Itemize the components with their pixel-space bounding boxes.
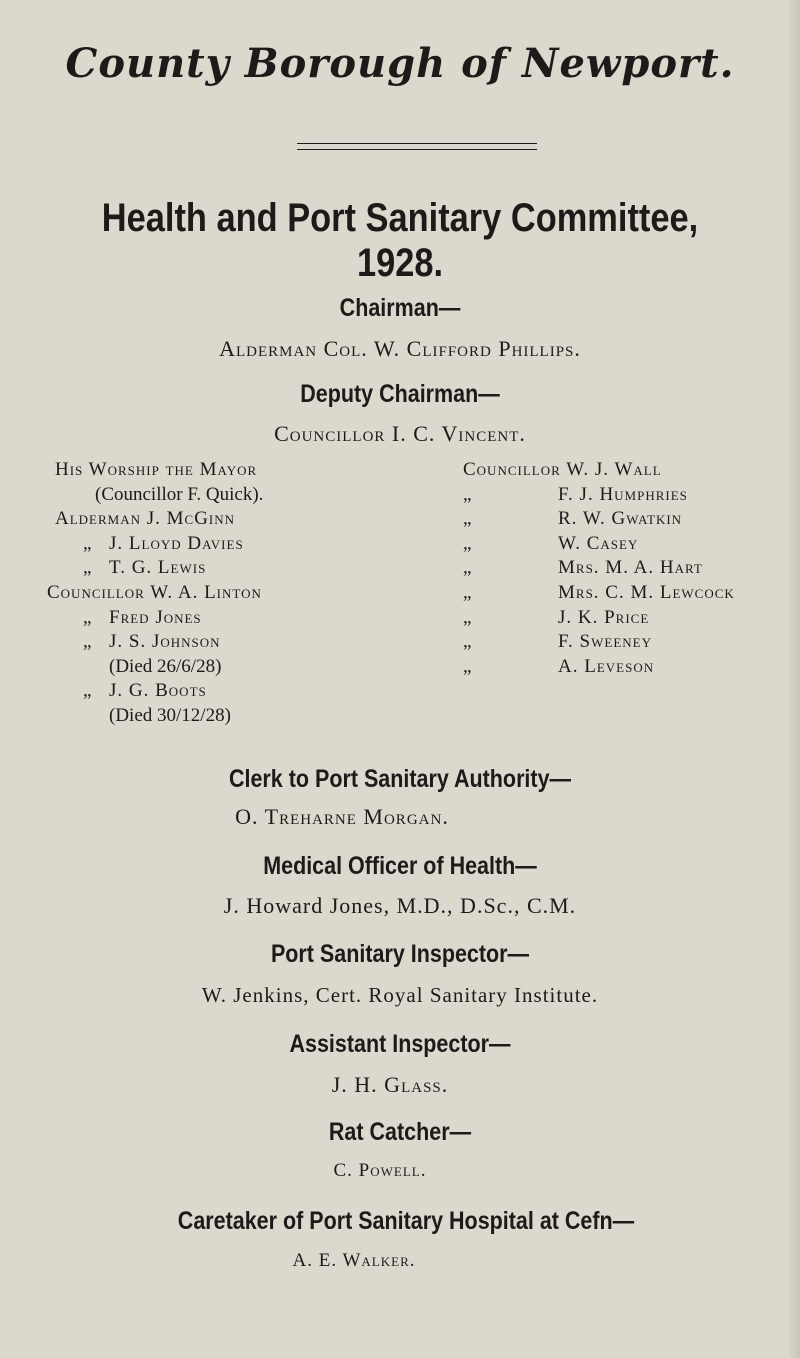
divider-rule-top bbox=[297, 143, 537, 144]
member-name: F. Sweeney bbox=[558, 631, 652, 653]
medical-officer-name: J. Howard Jones, M.D., D.Sc., C.M. bbox=[223, 893, 577, 918]
member-name: J. Lloyd Davies bbox=[109, 532, 244, 554]
member-row bbox=[463, 483, 735, 508]
member-row bbox=[55, 606, 263, 631]
member-row bbox=[55, 556, 263, 581]
caretaker-label: Caretaker of Port Sanitary Hospital at Cefn— bbox=[177, 1207, 635, 1235]
member-row bbox=[463, 606, 735, 631]
member-prefix: Councillor bbox=[47, 581, 145, 603]
clerk-label: Clerk to Port Sanitary Authority— bbox=[228, 765, 572, 793]
ditto-mark: „ bbox=[83, 606, 93, 628]
member-row bbox=[55, 655, 263, 680]
member-note: (Died 26/6/28) bbox=[109, 655, 222, 677]
assistant-inspector-label: Assistant Inspector— bbox=[289, 1030, 511, 1058]
member-row bbox=[463, 458, 735, 483]
deputy-chairman-label: Deputy Chairman— bbox=[300, 380, 500, 408]
page-title: Health and Port Sanitary Committee, 1928. bbox=[101, 196, 699, 285]
rat-catcher-label: Rat Catcher— bbox=[328, 1118, 472, 1146]
member-row bbox=[463, 507, 735, 532]
assistant-inspector-name: J. H. Glass. bbox=[331, 1072, 449, 1097]
member-name: J. K. Price bbox=[558, 606, 650, 628]
ditto-mark: „ bbox=[83, 532, 93, 554]
member-row bbox=[55, 679, 263, 704]
ditto-mark: „ bbox=[463, 655, 473, 677]
member-row bbox=[463, 630, 735, 655]
member-name: T. G. Lewis bbox=[109, 557, 207, 579]
medical-officer-label: Medical Officer of Health— bbox=[263, 852, 537, 880]
borough-heading: County Borough of Newport. bbox=[65, 40, 735, 87]
members-left-column bbox=[47, 458, 264, 729]
chairman-label: Chairman— bbox=[339, 294, 461, 322]
ditto-mark: „ bbox=[463, 508, 473, 530]
ditto-mark: „ bbox=[463, 532, 473, 554]
port-inspector-label: Port Sanitary Inspector— bbox=[270, 940, 530, 968]
ditto-mark: „ bbox=[463, 581, 473, 603]
port-inspector-name: W. Jenkins, Cert. Royal Sanitary Institute. bbox=[201, 983, 599, 1007]
chairman-name: Alderman Col. W. Clifford Phillips. bbox=[219, 336, 581, 361]
member-row bbox=[55, 630, 263, 655]
ditto-mark: „ bbox=[83, 631, 93, 653]
member-row bbox=[463, 532, 735, 557]
member-row bbox=[463, 655, 735, 680]
ditto-mark: „ bbox=[83, 557, 93, 579]
member-name: J. G. Boots bbox=[109, 680, 207, 702]
ditto-mark: „ bbox=[463, 631, 473, 653]
member-name: (Councillor F. Quick). bbox=[95, 483, 264, 505]
ditto-mark: „ bbox=[463, 606, 473, 628]
member-name: Fred Jones bbox=[109, 606, 202, 628]
member-prefix: His Worship the Mayor bbox=[55, 459, 258, 480]
members-right-column bbox=[463, 458, 735, 679]
caretaker-name: A. E. Walker. bbox=[292, 1250, 416, 1271]
divider-rule-bottom bbox=[297, 149, 537, 150]
deputy-chairman-name: Councillor I. C. Vincent. bbox=[274, 421, 526, 446]
member-name: W. Casey bbox=[558, 532, 639, 554]
member-name: J. S. Johnson bbox=[109, 631, 221, 653]
ditto-mark: „ bbox=[83, 680, 93, 702]
member-name: Mrs. M. A. Hart bbox=[558, 557, 703, 579]
page-edge-shadow bbox=[786, 0, 800, 1358]
member-name: F. J. Humphries bbox=[558, 483, 688, 505]
rat-catcher-name: C. Powell. bbox=[333, 1160, 427, 1181]
member-row bbox=[55, 532, 263, 557]
member-row bbox=[463, 556, 735, 581]
member-row bbox=[55, 507, 263, 532]
member-name: W. A. Linton bbox=[150, 581, 262, 603]
member-row bbox=[55, 483, 263, 508]
member-name: A. Leveson bbox=[558, 655, 655, 677]
member-row bbox=[55, 704, 263, 729]
member-row bbox=[55, 458, 263, 483]
member-name: W. J. Wall bbox=[566, 459, 662, 480]
member-name: R. W. Gwatkin bbox=[558, 508, 683, 530]
ditto-mark: „ bbox=[463, 483, 473, 505]
member-row bbox=[47, 581, 263, 606]
member-prefix: Alderman bbox=[55, 508, 141, 530]
member-prefix: Councillor bbox=[463, 459, 561, 480]
ditto-mark: „ bbox=[463, 557, 473, 579]
member-note: (Died 30/12/28) bbox=[109, 704, 231, 726]
member-row bbox=[463, 581, 735, 606]
member-name: J. McGinn bbox=[146, 508, 236, 530]
member-name: Mrs. C. M. Lewcock bbox=[558, 581, 735, 603]
clerk-name: O. Treharne Morgan. bbox=[235, 804, 449, 829]
